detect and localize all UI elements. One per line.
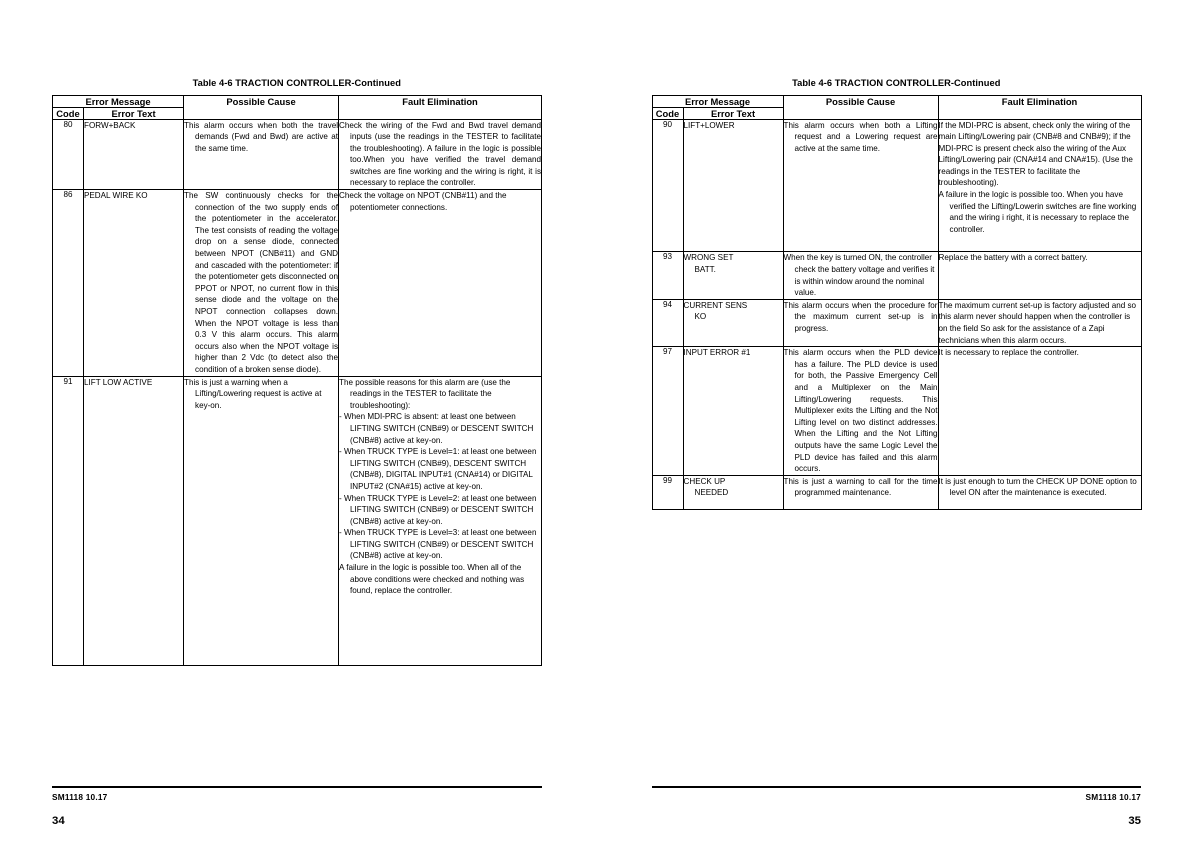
fault-paragraph: - When TRUCK TYPE is Level=2: at least one between LIFTING SWITCH (CNB#9) or DESCENT SWITCH (CNB#8) active at key-on. <box>339 493 537 526</box>
table-row <box>53 119 542 190</box>
fault-paragraph: It is necessary to replace the controller. <box>938 348 1079 358</box>
table-header-left <box>53 95 542 119</box>
cell-possible-cause <box>783 475 938 509</box>
cell-error-text <box>683 475 783 509</box>
header-possible-cause: Possible Cause <box>783 95 938 119</box>
header-error-message: Error Message <box>652 95 783 107</box>
cell-error-text: INPUT ERROR #1 <box>683 347 783 476</box>
cell-possible-cause <box>783 299 938 346</box>
cell-fault-elimination <box>938 347 1141 476</box>
cause-paragraph: This is just a warning to call for the time programmed maintenance. <box>783 476 938 498</box>
traction-controller-table-right <box>652 95 1142 510</box>
error-text-line-2: BATT. <box>694 265 716 275</box>
cause-paragraph: This is just a warning when a Lifting/Lowering request is active at key-on. <box>184 377 322 410</box>
table-row <box>53 190 542 377</box>
header-fault-elimination: Fault Elimination <box>339 95 542 119</box>
traction-controller-table-left <box>52 95 542 666</box>
cell-possible-cause <box>184 190 339 377</box>
header-error-text: Error Text <box>84 107 184 119</box>
header-error-message: Error Message <box>53 95 184 107</box>
table-caption-left: Table 4-6 TRACTION CONTROLLER-Continued <box>192 78 401 88</box>
footer-rule <box>52 786 542 788</box>
cell-possible-cause <box>184 119 339 190</box>
table-row <box>652 299 1141 346</box>
fault-paragraph: The maximum current set-up is factory adjusted and so this alarm never should happen when the controller is on the field So ask for the assistance of a Zapi technicians when this alarm occurs. <box>938 300 1136 345</box>
fault-paragraph: If the MDI-PRC is absent, check only the wiring of the main Lifting/Lowering pair (CNB#8 and CNB#9); if the MDI-PRC is present check also the wiring of the Aux Lifting/Lowering pair (CNA#14 and CNA#15). (Use the readings in the TESTER to facilitate the troubleshooting). <box>938 120 1133 188</box>
cell-possible-cause <box>783 252 938 299</box>
fault-paragraph: A failure in the logic is possible too. When you have verified the Lifting/Lowerin switches are fine working and the wiring i right, it is necessary to replace the controller. <box>938 190 1137 234</box>
cell-error-text: PEDAL WIRE KO <box>84 190 184 377</box>
error-text-line-2: KO <box>694 312 707 322</box>
fault-paragraph: A failure in the logic is possible too. When all of the above conditions were checked and nothing was found, replace the controller. <box>339 563 525 596</box>
cause-paragraph: The SW continuously checks for the connection of the two supply ends of the potentiometer in the accelerator. The test consists of reading the voltage drop on a sense diode, connected between NPOT (CNB#11) and GND and cascaded with the potentiometer: if the potentiometer gets disconnected on PPOT or NPOT, no current flow in this sense diode and the voltage on the NPOT connection collapses down. When the NPOT voltage is less than 0.3 V this alarm occurs. This alarm occurs also when the NPOT voltage is higher than 2 Vdc (to detect also the condition of a broken sense diode). <box>184 191 339 374</box>
header-code: Code <box>53 107 84 119</box>
cell-fault-elimination <box>339 119 542 190</box>
header-fault-elimination: Fault Elimination <box>938 95 1141 119</box>
cause-paragraph: This alarm occurs when both a Lifting request and a Lowering request are active at the same time. <box>783 120 938 153</box>
cell-code: 91 <box>53 376 84 665</box>
page-number: 34 <box>52 815 65 827</box>
table-row <box>652 347 1141 476</box>
table-header-right <box>652 95 1141 119</box>
cell-code: 80 <box>53 119 84 190</box>
cell-fault-elimination <box>938 475 1141 509</box>
error-text-line-1: CHECK UP <box>683 476 726 486</box>
cell-code: 94 <box>652 299 683 346</box>
fault-paragraph: - When MDI-PRC is absent: at least one between LIFTING SWITCH (CNB#9) or DESCENT SWITCH (CNB#8) active at key-on. <box>339 412 534 445</box>
cell-code: 86 <box>53 190 84 377</box>
cell-fault-elimination <box>938 252 1141 299</box>
cell-possible-cause <box>184 376 339 665</box>
cell-fault-elimination <box>339 190 542 377</box>
header-error-text: Error Text <box>683 107 783 119</box>
error-text-line-1: CURRENT SENS <box>683 300 748 310</box>
page-number: 35 <box>1128 815 1141 827</box>
fault-paragraph: It is just enough to turn the CHECK UP DONE option to level ON after the maintenance is executed. <box>938 476 1137 498</box>
cause-paragraph: This alarm occurs when the procedure for the maximum current set-up is in progress. <box>783 300 938 333</box>
header-possible-cause: Possible Cause <box>184 95 339 119</box>
error-text-line-2: NEEDED <box>694 488 729 498</box>
fault-paragraph: - When TRUCK TYPE is Level=3: at least one between LIFTING SWITCH (CNB#9) or DESCENT SWITCH (CNB#8) active at key-on. <box>339 528 537 561</box>
cell-error-text: LIFT LOW ACTIVE <box>84 376 184 665</box>
cell-possible-cause <box>783 119 938 252</box>
cause-paragraph: When the key is turned ON, the controller check the battery voltage and verifies it is within window around the nominal value. <box>783 253 935 298</box>
fault-paragraph: Check the wiring of the Fwd and Bwd travel demand inputs (use the readings in the TESTER to facilitate the troubleshooting). A failure in the logic is possible too.When you have verified the travel demand switches are fine working and the wiring is right, it is necessary to replace the controller. <box>339 120 542 188</box>
cell-code: 97 <box>652 347 683 476</box>
fault-paragraph: - When TRUCK TYPE is Level=1: at least one between LIFTING SWITCH (CNB#9), DESCENT SWITCH (CNB#8), DIGITAL INPUT#1 (CNA#14) or DIGITAL INPUT#2 (CNA#15) active at key-on. <box>339 447 537 491</box>
footer-rule <box>652 786 1142 788</box>
table-body-left <box>53 119 542 665</box>
table-row <box>652 475 1141 509</box>
cell-possible-cause <box>783 347 938 476</box>
table-caption-right: Table 4-6 TRACTION CONTROLLER-Continued <box>792 78 1001 88</box>
cell-code: 99 <box>652 475 683 509</box>
table-header-row-1 <box>652 95 1141 107</box>
table-row <box>652 252 1141 299</box>
cell-error-text <box>683 252 783 299</box>
fault-paragraph: The possible reasons for this alarm are (use the readings in the TESTER to facilitate the troubleshooting): <box>339 377 511 410</box>
cell-error-text: FORW+BACK <box>84 119 184 190</box>
cell-error-text <box>683 299 783 346</box>
cell-code: 90 <box>652 119 683 252</box>
cell-error-text: LIFT+LOWER <box>683 119 783 252</box>
cell-spacer <box>939 235 1141 251</box>
cell-spacer <box>939 264 1141 276</box>
header-code: Code <box>652 107 683 119</box>
table-body-right <box>652 119 1141 509</box>
cell-fault-elimination <box>938 299 1141 346</box>
fault-paragraph: Replace the battery with a correct battery. <box>938 253 1088 263</box>
footer-document-code: SM1118 10.17 <box>1085 792 1141 802</box>
cell-code: 93 <box>652 252 683 299</box>
table-row <box>53 376 542 665</box>
cell-spacer <box>939 499 1141 509</box>
table-header-row-1 <box>53 95 542 107</box>
cell-fault-elimination <box>339 376 542 665</box>
cause-paragraph: This alarm occurs when the PLD device has a failure. The PLD device is used for both, the Passive Emergency Cell and a Multiplexer on the Main Lifting/Lowering requests. This Multiplexer exits the Lifting and the Not Lifting level on two distinct addresses. When the Lifting and the Not Lifting outputs have the same Logic Level the PLD device has failed and this alarm occurs. <box>783 348 938 474</box>
error-text-line-1: WRONG SET <box>683 253 734 263</box>
cell-spacer <box>339 597 541 665</box>
cause-paragraph: This alarm occurs when both the travel demands (Fwd and Bwd) are active at the same time. <box>184 120 339 153</box>
table-row <box>652 119 1141 252</box>
page-right <box>596 0 1191 842</box>
cell-fault-elimination <box>938 119 1141 252</box>
footer-document-code: SM1118 10.17 <box>52 792 108 802</box>
fault-paragraph: Check the voltage on NPOT (CNB#11) and the potentiometer connections. <box>339 191 507 212</box>
